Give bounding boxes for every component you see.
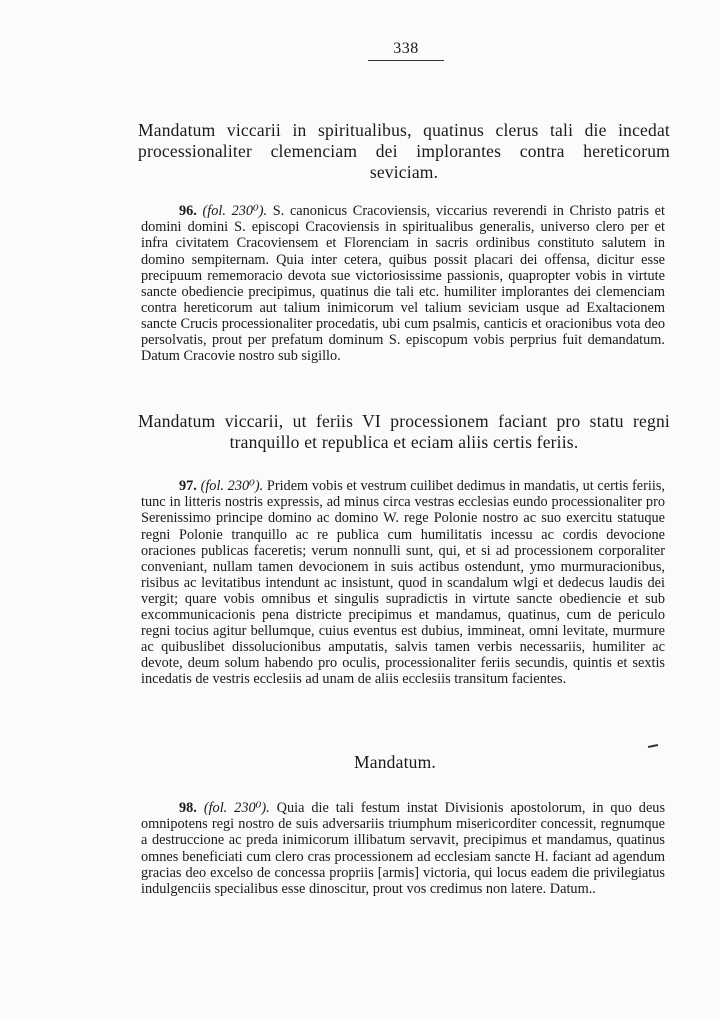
- folio-reference-97: (fol. 230⁰).: [200, 478, 264, 495]
- section-98-body: [141, 800, 665, 897]
- section-97-heading: Mandatum viccarii, ut feriis VI processionem faciant pro statu regni tranquillo et republica et eciam aliis certis feriis.: [138, 411, 670, 452]
- document-number-96: 96.: [179, 203, 197, 220]
- folio-reference-98: (fol. 230⁰).: [203, 800, 270, 817]
- print-mark: [648, 744, 658, 748]
- folio-reference-96: (fol. 230⁰).: [202, 203, 268, 220]
- section-96-heading: Mandatum viccarii in spiritualibus, quatinus clerus tali die incedat processionaliter clemenciam dei implorantes contra hereticorum seviciam.: [138, 120, 670, 182]
- section-96-body: [141, 203, 665, 364]
- section-98-heading: Mandatum.: [354, 752, 436, 772]
- section-97-text: Pridem vobis et vestrum cuilibet dedimus in mandatis, ut certis feriis, tunc in litteris nostris expressis, ad minus circa vestras ecclesias eundo processionaliter pro Serenissimo principe domino ac domino W. rege Polonie nostro ac suo exercitu statuque regni Polonie tranquillo ac re publica cum humilitatis incessu ac cordis devocione oraciones publicas faceretis; verum nonnulli sunt, qui, et si ad processionem corporaliter conveniant, nullam tamen devocionem in suis actibus ostendunt, ymo murmuracionibus, risibus ac levitatibus intendunt ac insistunt, quod in scandalum wlgi et dedecus laudis dei vergit; quare vobis omnibus et singulis supradictis in virtute sancte obediencie et sub excommunicacionis pena districte precipimus et mandamus, quatinus, cum de periculo regni tocius agitur bellumque, cuius eventus est dubius, immineat, omni levitate, murmure ac quibuslibet dissolucionibus amputatis, salvis tamen verbis necessariis, humiliter ac devote, deum solum habendo pro oculis, processionaliter feriis secundis, quintis et sextis incedatis de vestris ecclesiis ad unam de aliis ecclesiis transitum facientes.: [141, 478, 665, 688]
- section-98-text: Quia die tali festum instat Divisionis apostolorum, in quo deus omnipotens regi nostro de suis adversariis triumphum misericorditer concessit, regnumque a destruccione ac preda inimicorum illibatum servavit, precipimus et mandamus, quatinus omnes beneficiati cum clero cras processionem ad ecclesiam sancte H. faciant ad agendum gracias deo excelso de concessa propriis [armis] victoria, qui locus eadem die privilegiatus indulgenciis specialibus esse dinoscitur, prout vos credimus non latere. Datum..: [141, 800, 666, 897]
- document-number-98: 98.: [179, 800, 197, 817]
- section-96-text: S. canonicus Cracoviensis, viccarius reverendi in Christo patris et domini domini S. episcopi Cracoviensis in spiritualibus generalis, universo clero per et infra civitatem Cracoviensem et Florenciam in sacris ordinibus constituto salutem in domino sempiternam. Quia inter cetera, quibus possit placari dei offensa, dicitur esse precipuum rememoracio devota sue victoriosissime passionis, quapropter vobis in virtute sancte obediencie precipimus, quatinus die tali etc. humiliter implorantes dei clemenciam contra hereticorum aut talium inimicorum vel talium seviciam usque ad Exaltacionem sancte Crucis processionaliter procedatis, ubi cum psalmis, canticis et oracionibus vota deo persolvatis, prout per prefatum dominum S. episcopum vobis perprius fuit demandatum. Datum Cracovie nostro sub sigillo.: [141, 203, 665, 365]
- document-number-97: 97.: [179, 478, 197, 495]
- page-number: 338: [368, 40, 444, 61]
- section-97-body: [141, 478, 665, 687]
